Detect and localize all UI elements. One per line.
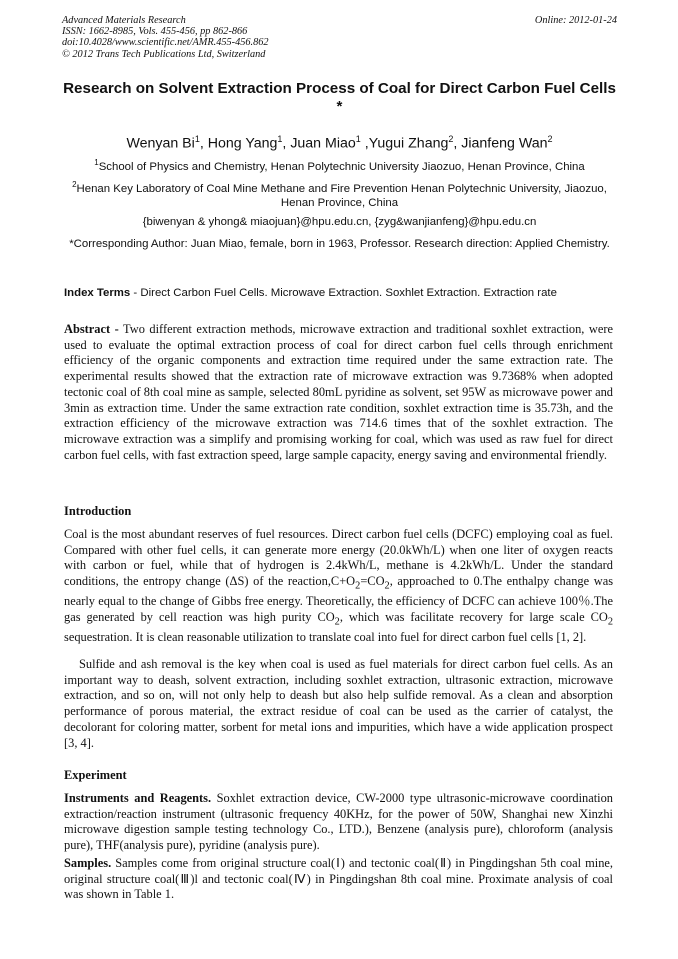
author-name: Juan Miao: [290, 135, 356, 152]
intro-text: =CO: [360, 574, 385, 589]
introduction-paragraph-1: [64, 527, 613, 646]
author-separator: ,: [360, 135, 369, 152]
author-affil-sup: 1: [194, 134, 200, 144]
subscript: 2: [355, 580, 361, 592]
index-terms: [64, 286, 624, 300]
author-affil-sup: 1: [355, 134, 361, 144]
author-name: Hong Yang: [207, 135, 278, 152]
affiliation-1-sup: 1: [94, 158, 99, 167]
paper-title: Research on Solvent Extraction Process of Coal for Direct Carbon Fuel Cells *: [63, 80, 616, 115]
abstract-paragraph: [64, 322, 613, 463]
instruments-text: Soxhlet extraction device, CW-2000 type ultrasonic-microwave coordination extraction/reaction instrument (ultrasonic frequency 40KHz, for the power of 50W, Shanghai new Xinzhi microwave digestion sample testing technology Co., LTD.), Benzene (analysis pure), chloroform (analysis pure), THF(analysis pure), pyridine (analysis pure).: [64, 791, 613, 853]
affiliation-2-text: Henan Key Laboratory of Coal Mine Methane and Fire Prevention Henan Polytechnic University, Jiaozuo, Henan Province, China: [76, 182, 607, 210]
author-affil-sup: 2: [448, 134, 454, 144]
index-terms-text: - Direct Carbon Fuel Cells. Microwave Extraction. Soxhlet Extraction. Extraction rate: [130, 287, 557, 299]
affiliation-1-text: School of Physics and Chemistry, Henan Polytechnic University Jiaozuo, Henan Province, China: [98, 160, 585, 173]
abstract-label: Abstract -: [64, 322, 119, 336]
subscript: 2: [607, 616, 613, 628]
affiliation-1: [62, 156, 617, 174]
author-name: Jianfeng Wan: [461, 135, 548, 152]
corresponding-author: *Corresponding Author: Juan Miao, female, born in 1963, Professor. Research direction: Applied Chemistry.: [69, 238, 610, 250]
samples-label: Samples.: [64, 856, 112, 870]
intro-text: , approached to 0.The enthalpy change was nearly equal to the change of Gibbs free energy. Theoretically, the efficiency of DCFC can achieve 100％.The gas generated by cell reaction was high purity CO: [64, 574, 614, 624]
copyright-line: © 2012 Trans Tech Publications Ltd, Switzerland: [62, 48, 266, 60]
introduction-heading: Introduction: [64, 504, 132, 518]
author-affil-sup: 2: [547, 134, 553, 144]
author-name: Wenyan Bi: [126, 135, 195, 152]
samples-text: Samples come from original structure coal(Ⅰ) and tectonic coal(Ⅱ) in Pingdingshan 5th coal mine, original structure coal(Ⅲ)l and tectonic coal(Ⅳ) in Pingdingshan 8th coal mine. Proximate analysis of coal was shown in Table 1.: [64, 856, 613, 902]
author-list: [62, 130, 617, 153]
author-name: Yugui Zhang: [368, 135, 449, 152]
subscript: 2: [334, 616, 340, 628]
intro-text: , which was facilitate recovery for large scale CO: [339, 609, 608, 624]
intro-text: sequestration. It is clean reasonable utilization to translate coal into fuel for direct carbon fuel cells [1, 2].: [64, 630, 587, 645]
instruments-label: Instruments and Reagents.: [64, 791, 212, 805]
author-emails: {biwenyan & yhong& miaojuan}@hpu.edu.cn, {zyg&wanjianfeng}@hpu.edu.cn: [142, 216, 537, 228]
author-separator: ,: [453, 135, 462, 152]
doi-line: doi:10.4028/www.scientific.net/AMR.455-456.862: [62, 37, 269, 49]
author-separator: ,: [282, 135, 291, 152]
affiliation-2: [62, 178, 617, 211]
experiment-heading: Experiment: [64, 768, 127, 782]
intro-text: Coal is the most abundant reserves of fuel resources. Direct carbon fuel cells (DCFC) employing coal as fuel. Compared with other fuel cells, it can generate more energy (20.0kWh/L) when one liter of oxygen reacts with carbon or fuel, while that of hydrogen is 2.4kWh/L, methane is 4.2kWh/L. Under the standard conditions, the entropy change (ΔS) of the reaction,C+O: [64, 527, 613, 589]
issn-line: ISSN: 1662-8985, Vols. 455-456, pp 862-866: [62, 26, 248, 38]
instruments-paragraph: [64, 791, 613, 854]
journal-header: [62, 15, 617, 60]
online-date: Online: 2012-01-24: [534, 15, 617, 26]
affiliation-2-sup: 2: [72, 180, 77, 189]
introduction-paragraph-2: Sulfide and ash removal is the key when coal is used as fuel materials for direct carbon fuel cells. As an important way to deash, solvent extraction, including soxhlet extraction, ultrasonic extraction, microwave extraction, and so on, will not only help to deash but also help sulfide removal. As a clean and absorption performance of porous material, the extract residue of coal can be used as the carrier of catalyst, the decolorant for coloring matter, sorbent for metal ions and impurities, which have a wide application prospect [3, 4].: [64, 657, 613, 750]
abstract-text: Two different extraction methods, microwave extraction and traditional soxhlet extraction, were used to evaluate the optimal extraction process of coal for direct carbon fuel cells through enrichment efficiency of the organic components and extraction time required under the same extraction rate. The experimental results showed that the extraction rate of microwave extraction was 9.7368% when adopted tectonic coal of 8th coal mine as sample, selected 80mL pyridine as solvent, set 95W as microwave power and 3min as extraction time. Under the same extraction rate condition, soxhlet extraction time is 35.73h, and the extraction efficiency of the microwave extraction was 714.6 times that of the soxhlet extraction. The microwave extraction was a simplify and promising working for coal, which was used as raw fuel for direct carbon fuel cells, with fast extraction speed, large sample capacity, energy saving and environmental friendly.: [64, 322, 613, 462]
subscript: 2: [384, 580, 390, 592]
samples-paragraph: [64, 856, 613, 903]
journal-name: Advanced Materials Research: [62, 15, 186, 26]
author-affil-sup: 1: [277, 134, 283, 144]
author-separator: ,: [199, 135, 208, 152]
index-terms-label: Index Terms: [64, 287, 131, 299]
